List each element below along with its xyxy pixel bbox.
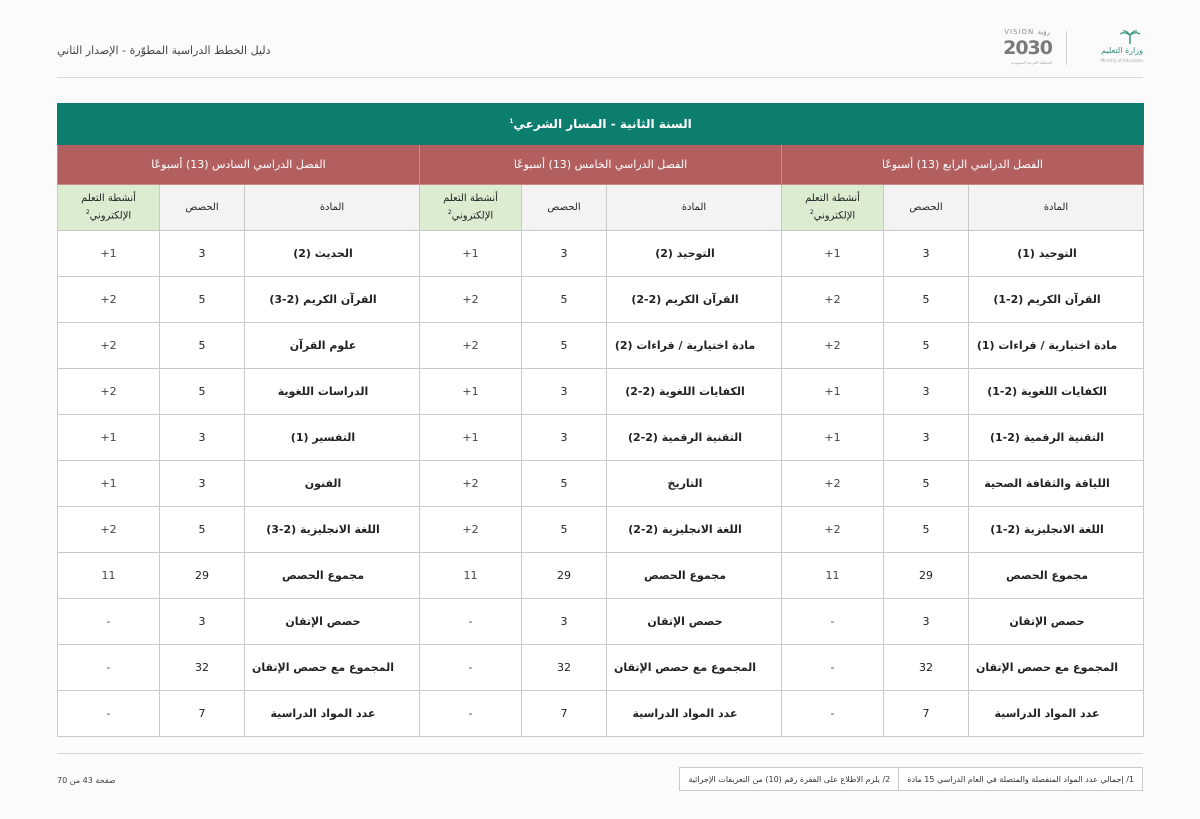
subject-cell: مجموع الحصص [607,553,782,599]
vision-label: VISION رؤية [1004,28,1050,36]
elearning-cell: 2+ [782,323,884,369]
table-row [58,599,1144,645]
periods-cell: 7 [522,691,607,737]
subject-cell: عدد المواد الدراسية [245,691,420,737]
elearning-footnote-mark: 2 [447,208,452,216]
table-body [58,231,1144,737]
subject-cell: علوم القرآن [245,323,420,369]
elearning-cell: 1+ [782,415,884,461]
ministry-name: وزارة التعليم [1101,46,1143,55]
subject-cell: المجموع مع حصص الإتقان [607,645,782,691]
column-header-elearning [782,185,884,231]
elearning-cell: 2+ [782,277,884,323]
elearning-cell: 2+ [420,461,522,507]
document-title: دليل الخطط الدراسية المطوّرة - الإصدار الثاني [57,44,271,57]
header-divider [57,77,1143,78]
elearning-label-line2: الإلكتروني [451,210,494,222]
periods-cell: 32 [884,645,969,691]
column-header-elearning [420,185,522,231]
subject-cell: الدراسات اللغوية [245,369,420,415]
subject-cell: الكفايات اللغوية (2-1) [969,369,1144,415]
elearning-cell: 2+ [782,461,884,507]
subject-cell: التقنية الرقمية (2-1) [969,415,1144,461]
column-header-elearning [58,185,160,231]
subject-cell: حصص الإتقان [607,599,782,645]
subject-cell: مادة اختيارية / قراءات (2) [607,323,782,369]
column-header-periods: الحصص [884,185,969,231]
column-header-subject: المادة [245,185,420,231]
subject-cell: التقنية الرقمية (2-2) [607,415,782,461]
periods-cell: 3 [522,369,607,415]
elearning-cell: 2+ [782,507,884,553]
elearning-cell: 2+ [58,369,160,415]
term-5-header: الفصل الدراسي الخامس (13) أسبوعًا [420,145,782,185]
periods-cell: 5 [522,323,607,369]
subject-cell: القرآن الكريم (2-2) [607,277,782,323]
elearning-cell: 1+ [58,415,160,461]
column-header-periods: الحصص [160,185,245,231]
periods-cell: 32 [522,645,607,691]
periods-cell: 3 [884,599,969,645]
logo-divider [1066,31,1067,65]
elearning-cell: 11 [58,553,160,599]
subject-cell: الكفايات اللغوية (2-2) [607,369,782,415]
subject-cell: التوحيد (2) [607,231,782,277]
periods-cell: 5 [522,461,607,507]
periods-cell: 3 [522,415,607,461]
subject-cell: المجموع مع حصص الإتقان [969,645,1144,691]
term-6-header: الفصل الدراسي السادس (13) أسبوعًا [58,145,420,185]
table-row [58,461,1144,507]
footnote-2: 2/ يلزم الاطلاع على الفقرة رقم (10) من التعريفات الإجرائية [680,768,899,790]
elearning-footnote-mark: 2 [85,208,90,216]
elearning-label-line2: الإلكتروني [89,210,132,222]
periods-cell: 5 [160,507,245,553]
palm-icon [1119,30,1141,44]
periods-cell: 5 [522,507,607,553]
column-header-periods: الحصص [522,185,607,231]
subject-cell: القرآن الكريم (2-1) [969,277,1144,323]
periods-cell: 5 [160,323,245,369]
periods-cell: 3 [522,231,607,277]
footnote-1: 1/ إجمالي عدد المواد المنفصلة والمتصلة في العام الدراسي 15 مادة [907,774,1134,784]
periods-cell: 29 [884,553,969,599]
elearning-cell: 1+ [782,369,884,415]
periods-cell: 3 [522,599,607,645]
periods-cell: 3 [160,415,245,461]
subject-cell: التوحيد (1) [969,231,1144,277]
table-row [58,415,1144,461]
periods-cell: 3 [884,415,969,461]
periods-cell: 3 [160,231,245,277]
ministry-logo [1081,28,1143,68]
elearning-cell: 11 [420,553,522,599]
subject-cell: التفسير (1) [245,415,420,461]
elearning-cell: 1+ [58,231,160,277]
subject-cell: القرآن الكريم (2-3) [245,277,420,323]
periods-cell: 5 [884,461,969,507]
footer-divider [57,753,1143,754]
table-row [58,645,1144,691]
periods-cell: 5 [884,323,969,369]
subject-cell: الفنون [245,461,420,507]
periods-cell: 32 [160,645,245,691]
elearning-cell: 1+ [782,231,884,277]
periods-cell: 3 [884,231,969,277]
elearning-cell: - [58,599,160,645]
subject-cell: عدد المواد الدراسية [607,691,782,737]
elearning-cell: 1+ [58,461,160,507]
column-header-subject: المادة [607,185,782,231]
elearning-cell: 1+ [420,231,522,277]
elearning-label-line1: أنشطة التعلم [81,192,136,204]
vision-subtitle: المملكة العربية السعودية [1010,60,1052,65]
footnotes [679,767,1143,791]
elearning-cell: - [58,645,160,691]
elearning-cell: 2+ [58,323,160,369]
elearning-cell: 2+ [420,277,522,323]
subject-cell: اللياقة والثقافة الصحية [969,461,1144,507]
periods-cell: 29 [160,553,245,599]
table-row [58,277,1144,323]
study-plan-table [57,103,1144,737]
subject-cell: اللغة الانجليزية (2-3) [245,507,420,553]
periods-cell: 29 [522,553,607,599]
term-4-header: الفصل الدراسي الرابع (13) أسبوعًا [782,145,1144,185]
subject-cell: التاريخ [607,461,782,507]
elearning-cell: - [782,691,884,737]
periods-cell: 3 [160,599,245,645]
subject-cell: مجموع الحصص [969,553,1144,599]
logos [992,26,1143,70]
table-row [58,369,1144,415]
subject-cell: مادة اختيارية / قراءات (1) [969,323,1144,369]
elearning-cell: - [782,599,884,645]
table-row [58,323,1144,369]
elearning-cell: 2+ [58,507,160,553]
periods-cell: 5 [884,277,969,323]
elearning-label-line1: أنشطة التعلم [443,192,498,204]
ministry-subtitle: Ministry of Education [1100,58,1143,63]
table-title-text: السنة الثانية - المسار الشرعي [513,117,692,131]
subject-cell: حصص الإتقان [245,599,420,645]
table-row [58,691,1144,737]
elearning-cell: - [782,645,884,691]
periods-cell: 5 [160,369,245,415]
elearning-cell: - [420,599,522,645]
subject-cell: عدد المواد الدراسية [969,691,1144,737]
subject-cell: الحديث (2) [245,231,420,277]
elearning-label-line2: الإلكتروني [813,210,856,222]
periods-cell: 5 [522,277,607,323]
elearning-cell: - [58,691,160,737]
subject-cell: حصص الإتقان [969,599,1144,645]
vision-year: 2030 [1003,37,1052,59]
elearning-cell: 1+ [420,415,522,461]
periods-cell: 7 [160,691,245,737]
elearning-cell: 1+ [420,369,522,415]
table-title-footnote-mark: 1 [509,118,514,125]
table-title [58,104,1144,145]
subject-cell: اللغة الانجليزية (2-1) [969,507,1144,553]
periods-cell: 7 [884,691,969,737]
page-number: صفحة 43 من 70 [57,776,116,785]
subject-cell: اللغة الانجليزية (2-2) [607,507,782,553]
periods-cell: 5 [160,277,245,323]
elearning-cell: 2+ [420,507,522,553]
table-row [58,507,1144,553]
column-header-subject: المادة [969,185,1144,231]
table-row [58,553,1144,599]
elearning-label-line1: أنشطة التعلم [805,192,860,204]
page-header [57,22,1143,78]
vision-2030-logo [992,28,1052,68]
subject-cell: المجموع مع حصص الإتقان [245,645,420,691]
periods-cell: 5 [884,507,969,553]
term-header-row [58,145,1144,185]
table-row [58,231,1144,277]
elearning-cell: 2+ [420,323,522,369]
periods-cell: 3 [160,461,245,507]
elearning-cell: - [420,691,522,737]
elearning-cell: 2+ [58,277,160,323]
elearning-cell: - [420,645,522,691]
periods-cell: 3 [884,369,969,415]
elearning-footnote-mark: 2 [809,208,814,216]
elearning-cell: 11 [782,553,884,599]
subject-cell: مجموع الحصص [245,553,420,599]
column-header-row [58,185,1144,231]
